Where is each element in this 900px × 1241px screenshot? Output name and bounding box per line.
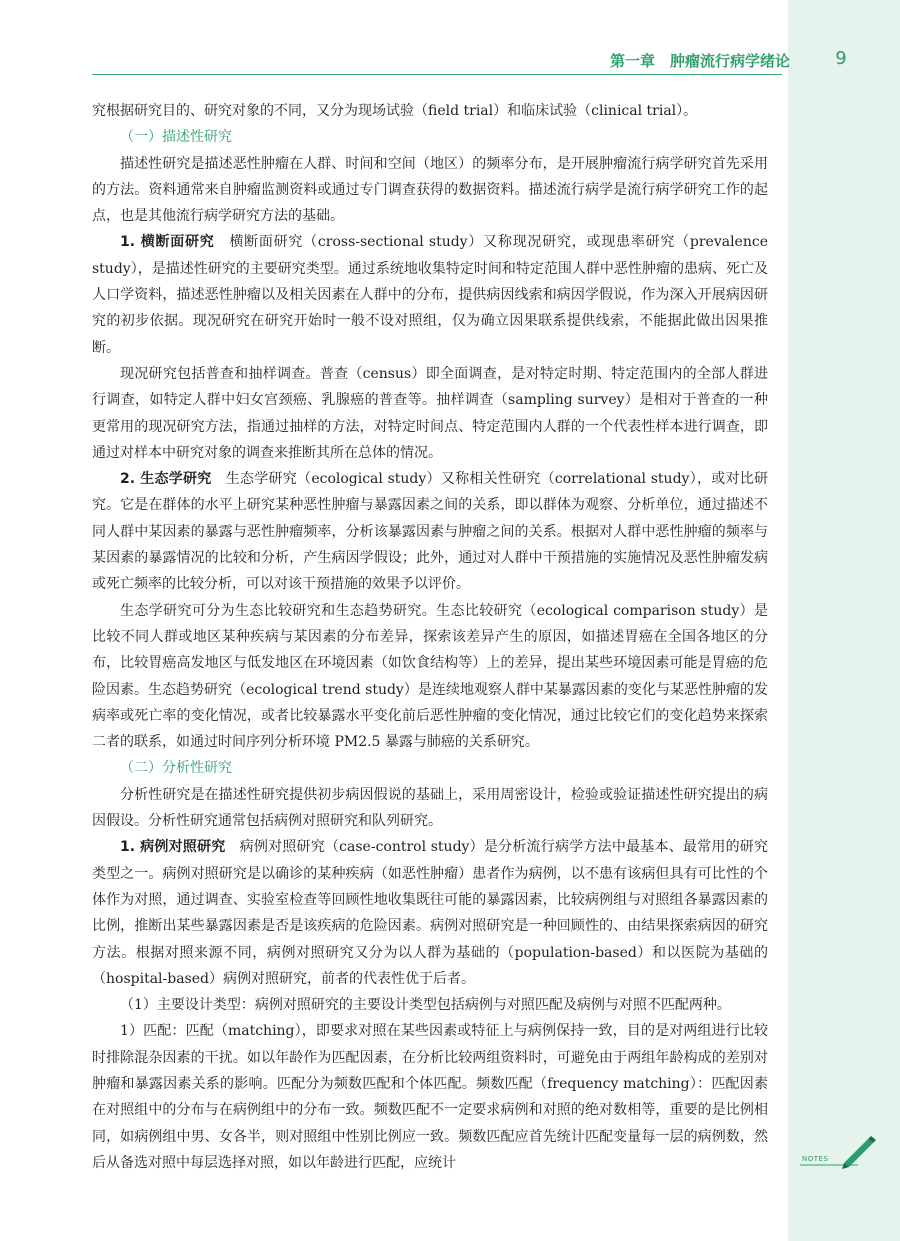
section-heading: （二）分析性研究 bbox=[120, 760, 232, 777]
subsection-lead: 1. 横断面研究 bbox=[120, 234, 215, 251]
notes-margin-band bbox=[788, 0, 900, 1241]
notes-label: NOTES bbox=[802, 1155, 829, 1163]
header-divider bbox=[92, 74, 782, 75]
paragraph bbox=[92, 466, 768, 597]
paragraph-text: 病例对照研究（case-control study）是分析流行病学方法中最基本、最常用的研究类型之一。病例对照研究是以确诊的某种疾病（如恶性肿瘤）患者作为病例，以不患有该病但具有可比性的个体作为对照，通过调查、实验室检查等回顾性地收集既往可能的暴露因素，比较病例组与对照组各暴露因素的比例，推断出某些暴露因素是否是该疾病的危险因素。病例对照研究是一种回顾性的、由结果探索病因的研究方法。根据对照来源不同，病例对照研究又分为以人群为基础的（population-based）和以医院为基础的（hospital-based）病例对照研究，前者的代表性优于后者。 bbox=[92, 839, 768, 987]
paragraph-text: 横断面研究（cross-sectional study）又称现况研究，或现患率研究（prevalence study），是描述性研究的主要研究类型。通过系统地收集特定时间和特定范围人群中恶性肿瘤的患病、死亡及人口学资料，描述恶性肿瘤以及相关因素在人群中的分布，提供病因线索和病因学假说，作为深入开展病因研究的初步依据。现况研究在研究开始时一般不设对照组，仅为确立因果联系提供线索，不能据此做出因果推断。 bbox=[92, 234, 768, 356]
paragraph: 究根据研究目的、研究对象的不同，又分为现场试验（field trial）和临床试验（clinical trial）。 bbox=[92, 103, 698, 119]
paragraph: 生态学研究可分为生态比较研究和生态趋势研究。生态比较研究（ecological comparison study）是比较不同人群或地区某种疾病与某因素的分布差异，探索该差异产生的原因，如描述胃癌在全国各地区的分布，比较胃癌高发地区与低发地区在环境因素（如饮食结构等）上的差异，提出某些环境因素可能是胃癌的危险因素。生态趋势研究（ecological trend study）是连续地观察人群中某暴露因素的变化与某恶性肿瘤的发病率或死亡率的变化情况，或者比较暴露水平变化前后恶性肿瘤的变化情况，通过比较它们的变化趋势来探索二者的联系，如通过时间序列分析环境 PM2.5 暴露与肺癌的关系研究。 bbox=[92, 602, 768, 751]
paragraph: （1）主要设计类型：病例对照研究的主要设计类型包括病例与对照匹配及病例与对照不匹配两种。 bbox=[120, 997, 731, 1014]
page-body bbox=[92, 98, 768, 1176]
paragraph bbox=[92, 229, 768, 360]
paragraph: 描述性研究是描述恶性肿瘤在人群、时间和空间（地区）的频率分布，是开展肿瘤流行病学研究首先采用的方法。资料通常来自肿瘤监测资料或通过专门调查获得的数据资料。描述流行病学是流行病学研究工作的起点，也是其他流行病学研究方法的基础。 bbox=[92, 155, 768, 225]
paragraph: 分析性研究是在描述性研究提供初步病因假说的基础上，采用周密设计，检验或验证描述性研究提出的病因假设。分析性研究通常包括病例对照研究和队列研究。 bbox=[92, 786, 768, 830]
paragraph-text: 生态学研究（ecological study）又称相关性研究（correlational study），或对比研究。它是在群体的水平上研究某种恶性肿瘤与暴露因素之间的关系，即以群体为观察、分析单位，通过描述不同人群中某因素的暴露与恶性肿瘤频率，分析该暴露因素与肿瘤之间的关系。根据对人群中恶性肿瘤的频率与某因素的暴露情况的比较和分析，产生病因学假设；此外，通过对人群中干预措施的实施情况及恶性肿瘤发病或死亡频率的比较分析，可以对该干预措施的效果予以评价。 bbox=[92, 471, 768, 593]
chapter-title: 第一章 肿瘤流行病学绪论 bbox=[609, 52, 790, 70]
page-number: 9 bbox=[835, 48, 847, 69]
subsection-lead: 2. 生态学研究 bbox=[120, 471, 212, 488]
paragraph bbox=[92, 834, 768, 992]
paragraph: 现况研究包括普查和抽样调查。普查（census）即全面调查，是对特定时期、特定范围内的全部人群进行调查，如特定人群中妇女宫颈癌、乳腺癌的普查等。抽样调查（sampling survey）是相对于普查的一种更常用的现况研究方法，指通过抽样的方法，对特定时间点、特定范围内人群的一个代表性样本进行调查，即通过对样本中研究对象的调查来推断其所在总体的情况。 bbox=[92, 365, 768, 461]
subsection-lead: 1. 病例对照研究 bbox=[120, 839, 226, 856]
pen-icon bbox=[798, 1133, 878, 1173]
notes-marker bbox=[798, 1133, 878, 1173]
paragraph: 1）匹配：匹配（matching），即要求对照在某些因素或特征上与病例保持一致，目的是对两组进行比较时排除混杂因素的干扰。如以年龄作为匹配因素，在分析比较两组资料时，可避免由于两组年龄构成的差别对肿瘤和暴露因素关系的影响。匹配分为频数匹配和个体匹配。频数匹配（frequency matching）：匹配因素在对照组中的分布与在病例组中的分布一致。频数匹配不一定要求病例和对照的绝对数相等，重要的是比例相同，如病例组中男、女各半，则对照组中性别比例应一致。频数匹配应首先统计匹配变量每一层的病例数，然后从备选对照中每层选择对照，如以年龄进行匹配，应统计 bbox=[92, 1023, 768, 1171]
section-heading: （一）描述性研究 bbox=[120, 129, 232, 146]
